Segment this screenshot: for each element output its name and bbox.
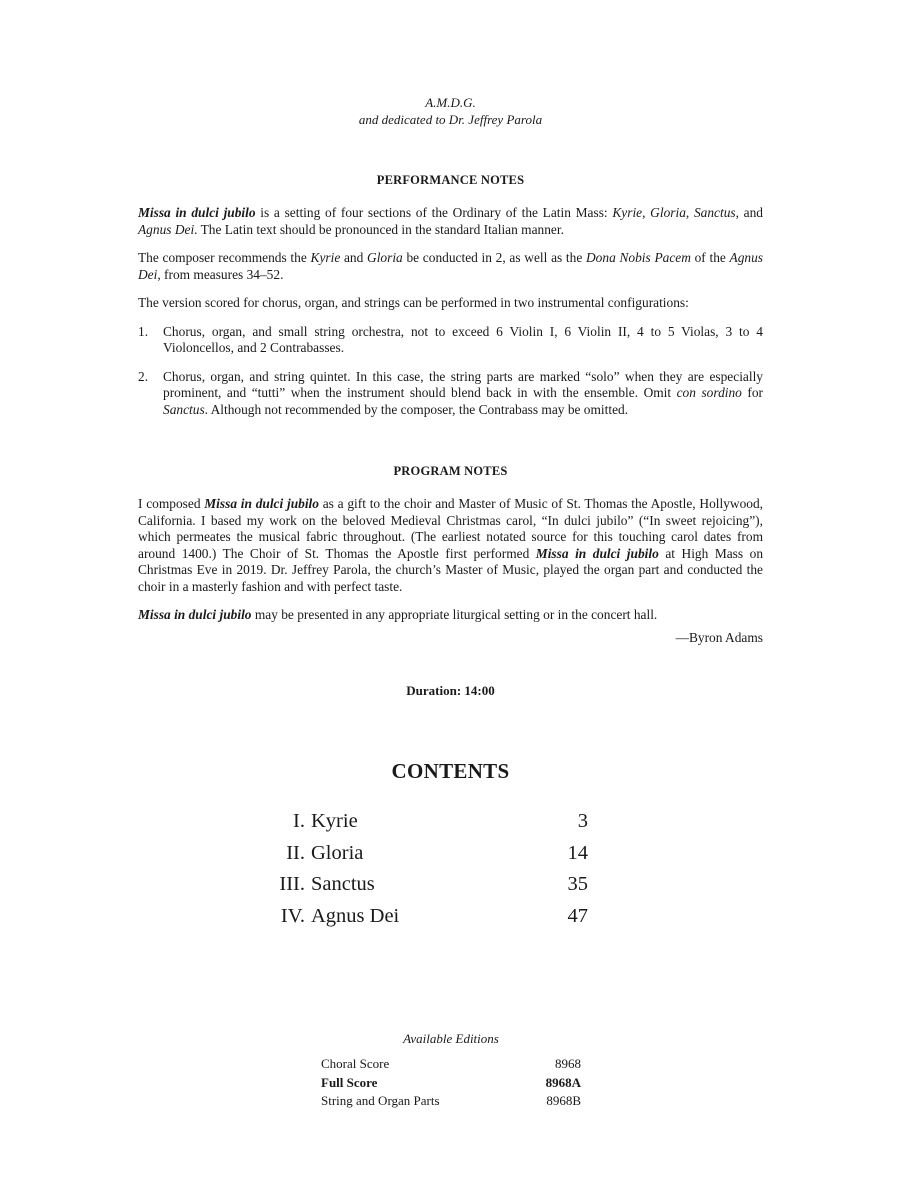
list-number: 2. — [138, 368, 149, 384]
toc-number: IV. — [280, 905, 305, 928]
edition-code: 8968 — [555, 1056, 581, 1071]
gloria-text: Gloria — [650, 205, 686, 220]
author-signature: —Byron Adams — [675, 629, 763, 645]
edition-row — [321, 1092, 581, 1111]
text-run: Chorus, organ, and string quintet. In this case, the string parts are marked “solo” when they are especially prominent, and “tutti” when the instrument should blend back in with the ensemble. Omit — [163, 368, 763, 400]
edition-row — [321, 1055, 581, 1074]
text-run: be conducted in 2, as well as the — [402, 250, 587, 265]
kyrie-text: Kyrie — [612, 205, 643, 220]
con-sordino-text: con sordino — [676, 385, 742, 400]
text-run: . Although not recommended by the composer, the Contrabass may be omitted. — [204, 401, 629, 417]
toc-page: 3 — [577, 810, 588, 832]
dona-nobis-pacem-text: Dona Nobis Pacem — [586, 250, 691, 265]
text-run: is a setting of four sections of the Ordinary of the Latin Mass: — [255, 205, 613, 220]
list-text — [163, 369, 763, 419]
toc-row — [258, 842, 588, 874]
program-notes-paragraph-2 — [138, 607, 763, 624]
sanctus-text: Sanctus — [693, 205, 736, 220]
edition-name: String and Organ Parts — [321, 1093, 440, 1108]
sanctus-text: Sanctus — [163, 401, 205, 417]
contents-title: CONTENTS — [391, 759, 510, 783]
available-editions — [321, 1031, 581, 1111]
agnus-text: Agnus Dei — [138, 221, 195, 237]
dedication-line-1: A.M.D.G. — [425, 95, 476, 110]
toc-title: Gloria — [311, 841, 364, 864]
toc-row — [258, 810, 588, 842]
toc-title: Kyrie — [311, 810, 358, 832]
work-title: Missa in dulci jubilo — [138, 607, 252, 622]
text-run: , from measures 34–52. — [157, 266, 284, 282]
text-run: of the — [690, 250, 730, 265]
work-title: Missa in dulci jubilo — [535, 545, 659, 561]
text-run: . The Latin text should be pronounced in the standard Italian manner. — [194, 221, 564, 237]
toc-row — [258, 873, 588, 905]
toc-number: I. — [293, 810, 305, 832]
toc-title: Sanctus — [311, 873, 375, 896]
work-title: Missa in dulci jubilo — [204, 496, 319, 511]
text-run: , — [642, 205, 651, 220]
gloria-text: Gloria — [367, 250, 403, 265]
toc-row — [258, 905, 588, 937]
text-run: at High Mass on Christmas Eve in 2019. Dr. Jeffrey Parola, the church’s Master of Music, played the organ part and conducted the choir in a masterly fashion and with perfect taste. — [138, 545, 764, 594]
edition-row — [321, 1074, 581, 1093]
edition-name: Full Score — [321, 1074, 378, 1090]
edition-code: 8968B — [546, 1093, 581, 1108]
dedication — [138, 94, 763, 128]
edition-code: 8968A — [545, 1074, 581, 1090]
list-item — [138, 369, 763, 419]
page-content — [138, 94, 763, 784]
agnus-text: Agnus Dei — [138, 250, 764, 282]
toc-page: 14 — [567, 841, 588, 864]
kyrie-text: Kyrie — [310, 250, 341, 265]
program-notes-heading: PROGRAM NOTES — [393, 464, 508, 478]
toc-page: 35 — [567, 873, 588, 896]
list-item — [138, 324, 763, 357]
edition-name: Choral Score — [321, 1056, 390, 1071]
list-text: Chorus, organ, and small string orchestra, not to exceed 6 Violin I, 6 Violin II, 4 to 5 Violas, 3 to 4 Violoncellos, and 2 Contrabasses. — [163, 323, 763, 355]
toc-title: Agnus Dei — [311, 905, 400, 928]
toc-page: 47 — [567, 905, 588, 928]
text-run: , — [685, 205, 694, 220]
list-number: 1. — [138, 323, 149, 339]
text-run: The composer recommends the — [138, 250, 311, 265]
work-title: Missa in dulci jubilo — [138, 205, 256, 220]
text-run: may be presented in any appropriate liturgical setting or in the concert hall. — [251, 607, 658, 622]
configuration-list — [138, 324, 763, 419]
performance-notes-paragraph-2 — [138, 250, 763, 283]
duration: Duration: 14:00 — [406, 683, 495, 698]
performance-notes-paragraph-3: The version scored for chorus, organ, and strings can be performed in two instrumental configurations: — [138, 295, 689, 310]
dedication-line-2: and dedicated to Dr. Jeffrey Parola — [358, 112, 543, 127]
editions-title: Available Editions — [403, 1031, 499, 1046]
table-of-contents — [258, 810, 588, 937]
text-run: I composed — [138, 496, 205, 511]
toc-number: III. — [279, 873, 305, 896]
text-run: , and — [735, 205, 764, 220]
performance-notes-paragraph-1 — [138, 205, 763, 238]
program-notes-paragraph-1 — [138, 496, 763, 595]
performance-notes-heading: PERFORMANCE NOTES — [376, 173, 525, 187]
toc-number: II. — [286, 841, 305, 864]
text-run: for — [741, 385, 763, 400]
text-run: as a gift to the choir and Master of Music of St. Thomas the Apostle, Hollywood, California. I based my work on the beloved Medieval Christmas carol, “In dulci jubilo” (“In sweet rejoicing”), which permeates the musical fabric throughout. (The earliest notated source for this touching carol dates from around 1400.) The Choir of St. Thomas the Apostle first performed — [138, 496, 763, 561]
text-run: and — [340, 250, 368, 265]
